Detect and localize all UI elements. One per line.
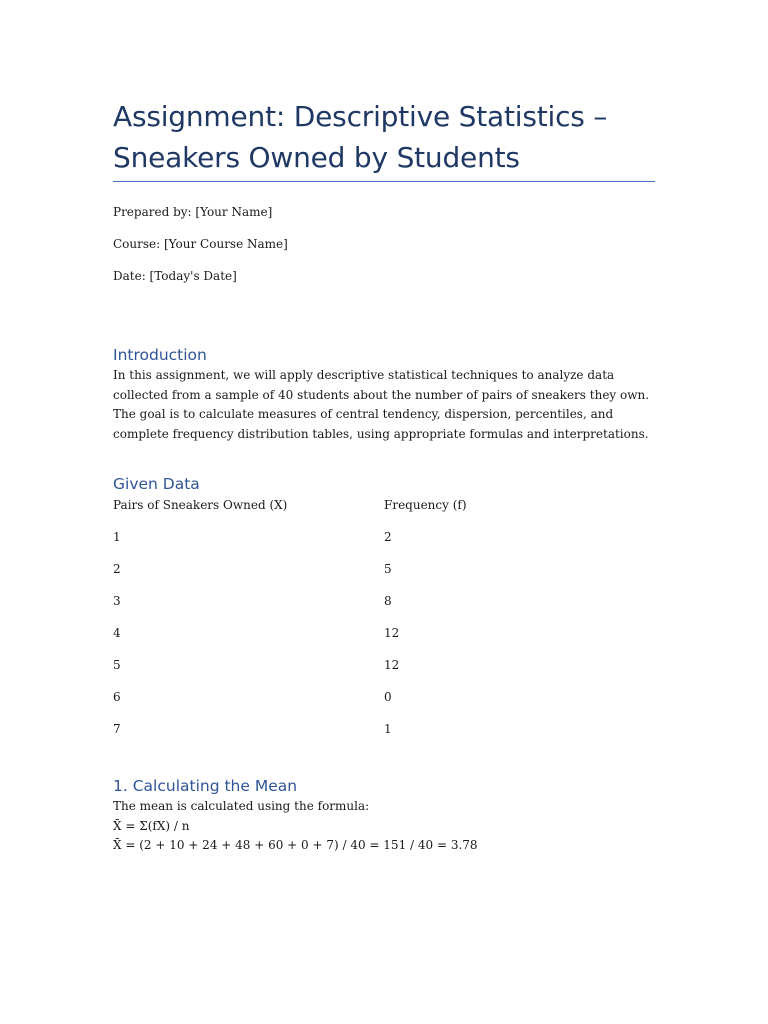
mean-heading: 1. Calculating the Mean [113,777,298,795]
mean-calculation: X̄ = (2 + 10 + 24 + 48 + 60 + 0 + 7) / 40 = 151 / 40 = 3.78 [113,838,478,852]
cell-f: 1 [384,722,392,736]
table-header-row [113,497,584,529]
document-title [113,96,655,178]
document-meta [113,204,655,300]
title-line-1: Assignment: Descriptive Statistics – [113,100,608,133]
table-row [113,657,584,689]
table-row [113,529,584,561]
cell-x: 5 [113,658,121,672]
given-data-table [113,497,584,753]
table-row [113,689,584,721]
cell-x: 2 [113,562,121,576]
table-row [113,721,584,753]
column-header-x: Pairs of Sneakers Owned (X) [113,498,288,512]
document-page [113,96,655,856]
cell-f: 12 [384,658,400,672]
cell-f: 8 [384,594,392,608]
column-header-f: Frequency (f) [384,498,467,512]
cell-f: 5 [384,562,392,576]
cell-f: 2 [384,530,392,544]
table-row [113,561,584,593]
mean-intro-text: The mean is calculated using the formula: [113,799,370,813]
cell-x: 6 [113,690,121,704]
introduction-text: In this assignment, we will apply descriptive statistical techniques to analyze data collected from a sample of 40 students about the number of pairs of sneakers they own. The goal is to calculate measures of central tendency, dispersion, percentiles, and complete frequency distribution tables, using appropriate formulas and interpretations. [113,368,650,441]
title-underline [113,181,655,182]
cell-x: 4 [113,626,121,640]
prepared-by: Prepared by: [Your Name] [113,205,273,219]
document-date: Date: [Today's Date] [113,269,237,283]
cell-x: 3 [113,594,121,608]
course-name: Course: [Your Course Name] [113,237,288,251]
introduction-heading: Introduction [113,346,207,364]
table-row [113,593,584,625]
table-row [113,625,584,657]
cell-x: 1 [113,530,121,544]
cell-f: 12 [384,626,400,640]
cell-f: 0 [384,690,392,704]
given-data-heading: Given Data [113,475,200,493]
cell-x: 7 [113,722,121,736]
mean-formula: X̄ = Σ(fX) / n [113,818,190,833]
title-line-2: Sneakers Owned by Students [113,141,520,174]
